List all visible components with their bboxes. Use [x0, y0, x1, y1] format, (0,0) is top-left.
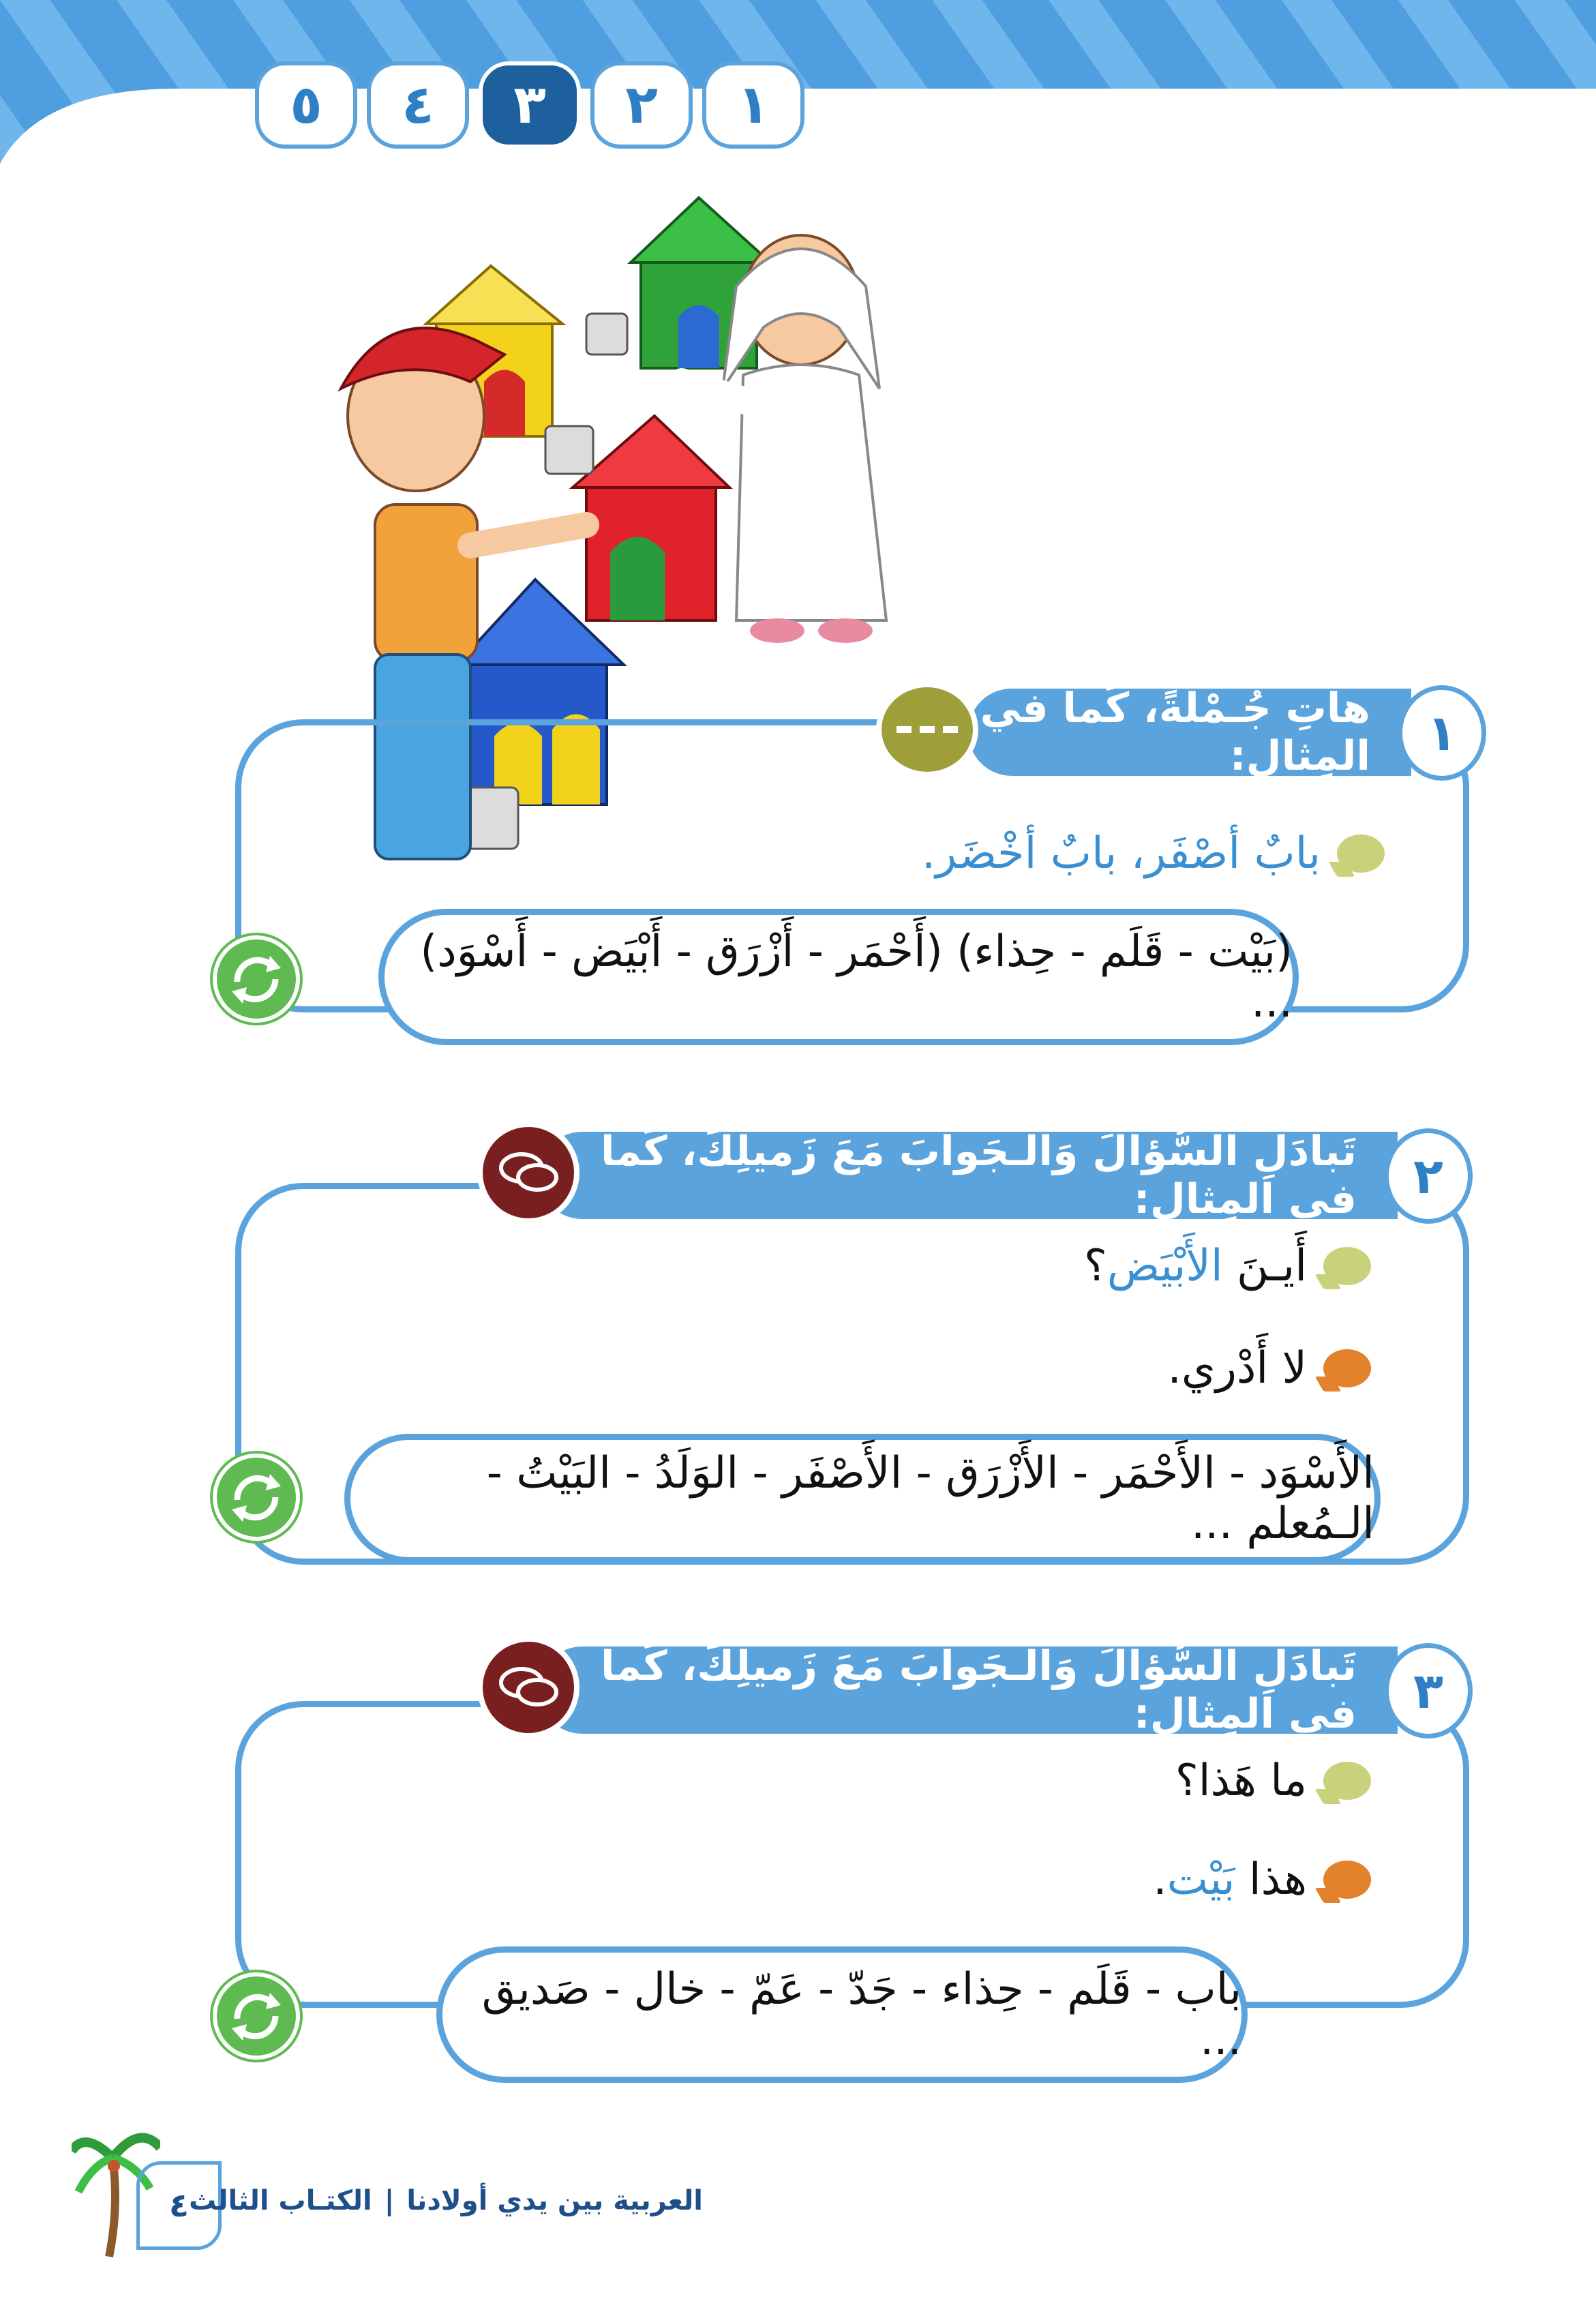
exercise-2-instruction: تَبادَلِ السُّؤالَ وَالـجَوابَ مَعَ زَميلِكَ، كَما في المِثالِ: — [601, 1128, 1357, 1223]
exercise-1-word-bank — [378, 909, 1299, 1045]
exercise-2-number: ٢ — [1384, 1128, 1473, 1224]
exercise-3-header — [539, 1642, 1398, 1738]
tab-5[interactable]: ٥ — [255, 61, 357, 149]
exercise-3-answer — [1153, 1854, 1371, 1905]
footer-divider: | — [384, 2185, 395, 2216]
exercise-3-number: ٣ — [1384, 1643, 1473, 1739]
paint-can-green — [586, 314, 627, 355]
exercise-2-header — [539, 1128, 1398, 1223]
repeat-cycle-icon — [213, 1454, 300, 1541]
speech-bubbles-icon — [477, 1122, 579, 1224]
speech-bubble-icon — [1323, 1247, 1371, 1285]
tab-2[interactable]: ٢ — [590, 61, 693, 149]
dots-icon — [876, 682, 978, 777]
speech-bubble-icon — [1323, 1762, 1371, 1800]
footer-book-info — [189, 2185, 703, 2216]
exercise-1-example — [922, 828, 1385, 879]
speech-bubble-icon — [1323, 1861, 1371, 1899]
exercise-3-question — [1175, 1756, 1371, 1806]
tab-1[interactable]: ١ — [702, 61, 804, 149]
answer-text: هذا — [1235, 1854, 1307, 1905]
exercise-3-word-bank — [436, 1946, 1248, 2083]
book-title: الكتـاب الثالث — [189, 2185, 372, 2216]
tab-4[interactable]: ٤ — [367, 61, 469, 149]
answer-highlight: بَيْت — [1166, 1854, 1235, 1905]
answer-text: لا أَدْري. — [1167, 1343, 1307, 1394]
question-highlight: الأَبْيَض — [1106, 1241, 1223, 1291]
question-text: أَيـنَ — [1222, 1241, 1307, 1291]
exercise-3-words: باب - قَلَم - حِذاء - جَدّ - عَمّ - خال - صَديق ... — [481, 1964, 1241, 2065]
exercise-1-header — [968, 685, 1411, 780]
exercise-1-words: (بَيْت - قَلَم - حِذاء) (أَحْمَر - أَزْرَق - أَبْيَض - أَسْوَد) ... — [420, 927, 1293, 1027]
tab-3-active[interactable]: ٣ — [479, 61, 581, 149]
page-number: ٤ — [168, 2186, 190, 2225]
repeat-cycle-icon — [213, 1972, 300, 2060]
speech-bubble-icon — [1323, 1349, 1371, 1387]
exercise-1-instruction: هاتِ جُـمْلَةً، كَما في المِثالِ: — [980, 685, 1370, 780]
exercise-1-example-text: بابٌ أصْفَر، بابٌ أخْضَر. — [921, 828, 1321, 879]
exercise-1-number: ١ — [1398, 685, 1486, 781]
exercise-3-instruction: تَبادَلِ السُّؤالَ وَالـجَوابَ مَعَ زَميلِكَ، كَما في المِثالِ: — [601, 1642, 1357, 1738]
exercise-2-answer — [1168, 1343, 1371, 1394]
exercise-2-question — [1084, 1241, 1371, 1291]
speech-bubbles-icon — [477, 1636, 579, 1739]
paint-can-yellow — [545, 426, 593, 474]
question-text: ما هَذا؟ — [1175, 1756, 1307, 1806]
question-mark: ؟ — [1083, 1241, 1107, 1291]
answer-period: . — [1153, 1854, 1167, 1905]
repeat-cycle-icon — [213, 935, 300, 1023]
series-title: العربية بين يدي أولادنا — [406, 2185, 703, 2216]
speech-bubble-icon — [1337, 834, 1385, 873]
exercise-2-words: الأَسْوَد - الأَحْمَر - الأَزْرَق - الأَصْفَر - الوَلَدُ - البَيْتُ - الـمُعلم ... — [486, 1448, 1374, 1549]
exercise-2-word-bank — [344, 1434, 1381, 1563]
